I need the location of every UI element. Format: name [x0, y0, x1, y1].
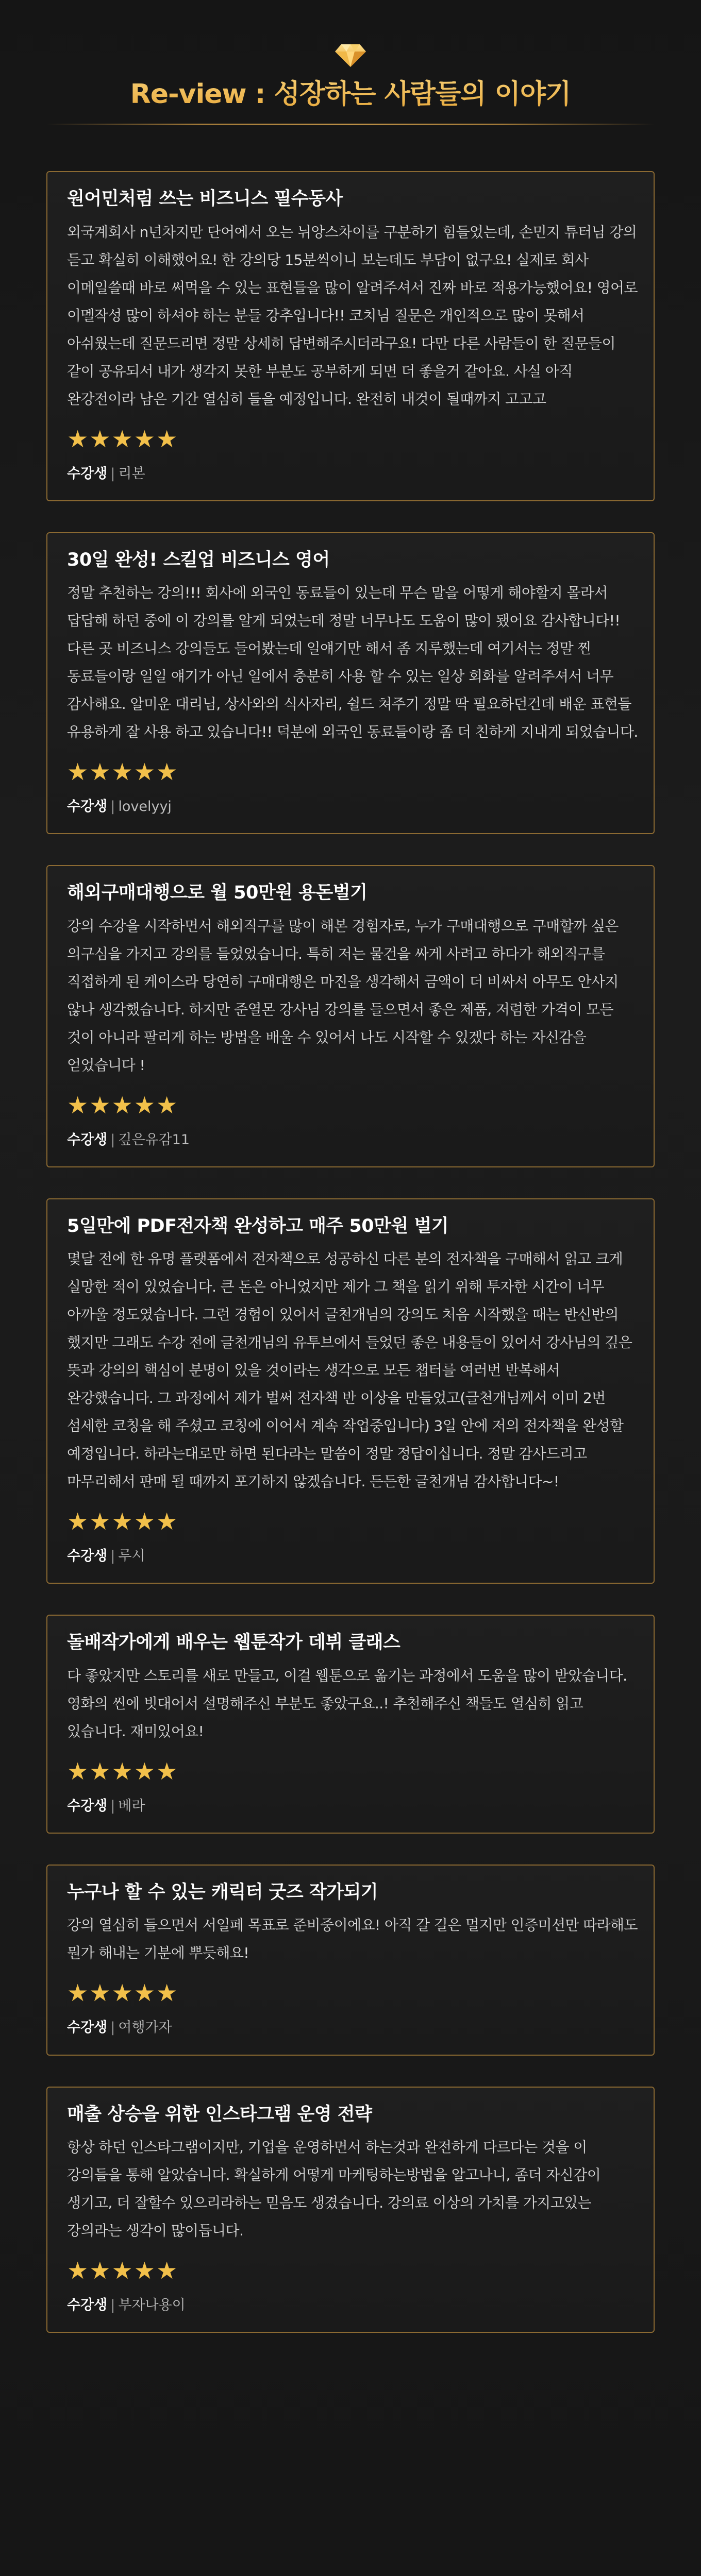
diamond-icon: [334, 43, 367, 68]
star-icon: ★: [89, 1757, 111, 1785]
author-name: 깊은유감11: [118, 1131, 190, 1148]
star-icon: ★: [133, 758, 155, 786]
review-text: 항상 하던 인스타그램이지만, 기업을 운영하면서 하는것과 완전하게 다르다는 것을 이 강의들을 통해 알았습니다. 확실하게 어떻게 마케팅하는방법을 알고나니, 좀더 자신감이 생기고, 더 잘할수 있으리라하는 믿음도 생겼습니다. 강의료 이상의 가치를 가지고있는 강의라는 생각이 많이듭니다.: [67, 2139, 601, 2240]
star-icon: ★: [111, 1757, 133, 1785]
author-separator: |: [110, 1798, 115, 1814]
author-name: 부자나용이: [118, 2297, 186, 2314]
review-text: 강의 열심히 들으면서 서일페 목표로 준비중이에요! 아직 갈 길은 멀지만 인증미션만 따라해도 뭔가 해내는 기분에 뿌듯해요!: [67, 1917, 638, 1962]
author-role: 수강생: [67, 799, 108, 815]
star-icon: ★: [89, 1507, 111, 1536]
review-text: 외국계회사 n년차지만 단어에서 오는 뉘앙스차이를 구분하기 힘들었는데, 손민지 튜터님 강의 듣고 확실히 이해했어요! 한 강의당 15분씩이니 보는데도 부담이 없구요! 실제로 회사 이메일쓸때 바로 써먹을 수 있는 표현들을 많이 알려주셔서 진짜 바로 적용가능했어요! 영어로 이멜작성 많이 하셔야 하는 분들 강추입니다!! 코치님 질문은 개인적으로 많이 못해서 아쉬웠는데 질문드리면 정말 상세히 답변해주시더라구요! 다만 다른 사람들이 한 질문들이 같이 공유되서 내가 생각지 못한 부분도 공부하게 되면 더 좋을거 같아요. 사실 아직 완강전이라 남은 기간 열심히 들을 예정입니다. 완전히 내것이 될때까지 고고고: [67, 223, 638, 408]
star-icon: ★: [156, 425, 178, 453]
review-card: [46, 171, 655, 501]
star-icon: ★: [67, 1507, 89, 1536]
star-icon: ★: [133, 2257, 155, 2285]
star-icon: ★: [111, 1091, 133, 1119]
author-role: 수강생: [67, 2020, 108, 2036]
star-icon: ★: [133, 1507, 155, 1536]
star-icon: ★: [133, 1091, 155, 1119]
star-icon: ★: [67, 425, 89, 453]
author-separator: |: [110, 465, 115, 482]
star-rating: [67, 426, 638, 452]
page-header: [0, 0, 701, 129]
star-icon: ★: [156, 1757, 178, 1785]
author-role: 수강생: [67, 1548, 108, 1565]
star-icon: ★: [111, 2257, 133, 2285]
author-separator: |: [110, 799, 115, 815]
review-course-title: 5일만에 PDF전자책 완성하고 매주 50만원 벌기: [67, 1215, 449, 1236]
review-text: 몇달 전에 한 유명 플랫폼에서 전자책으로 성공하신 다른 분의 전자책을 구매해서 읽고 크게 실망한 적이 있었습니다. 큰 돈은 아니었지만 제가 그 책을 읽기 위해 투자한 시간이 너무 아까울 정도였습니다. 그런 경험이 있어서 글천개님의 강의도 처음 시작했을 때는 반신반의 했지만 그래도 수강 전에 글천개님의 유투브에서 들었던 좋은 내용들이 있어서 강사님의 깊은 뜻과 강의의 핵심이 분명이 있을 것이라는 생각으로 모든 챕터를 여러번 반복해서 완강했습니다. 그 과정에서 제가 벌써 전자책 반 이상을 만들었고(글천개님께서 이미 2번 섬세한 코칭을 해 주셨고 코칭에 이어서 계속 작업중입니다) 3일 안에 저의 전자책을 완성할 예정입니다. 하라는대로만 하면 된다라는 말씀이 정말 정답이십니다. 정말 감사드리고 마무리해서 판매 될 때까지 포기하지 않겠습니다. 든든한 글천개님 감사합니다~!: [67, 1250, 632, 1490]
star-rating: [67, 1508, 638, 1535]
review-list: [46, 171, 655, 2364]
author-role: 수강생: [67, 1798, 108, 1814]
author-separator: |: [110, 1548, 115, 1565]
review-card: [46, 2087, 655, 2333]
star-icon: ★: [67, 758, 89, 786]
star-icon: ★: [111, 1507, 133, 1536]
star-icon: ★: [156, 2257, 178, 2285]
author-separator: |: [110, 2020, 115, 2036]
page-title: Re-view : 성장하는 사람들의 이야기: [0, 72, 701, 111]
review-course-title: 돌배작가에게 배우는 웹툰작가 데뷔 클래스: [67, 1632, 400, 1653]
author-name: lovelyyj: [118, 799, 172, 815]
author-name: 베라: [118, 1798, 145, 1814]
star-icon: ★: [89, 2257, 111, 2285]
star-icon: ★: [156, 1979, 178, 2007]
star-icon: ★: [133, 1979, 155, 2007]
star-icon: ★: [111, 425, 133, 453]
review-text: 정말 추천하는 강의!!! 회사에 외국인 동료들이 있는데 무슨 말을 어떻게 해야할지 몰라서 답답해 하던 중에 이 강의를 알게 되었는데 정말 너무나도 도움이 많이 됐어요 감사합니다!! 다른 곳 비즈니스 강의들도 들어봤는데 일얘기만 해서 좀 지루했는데 여기서는 정말 찐 동료들이랑 일일 얘기가 아닌 일에서 충분히 사용 할 수 있는 일상 회화를 알려주셔서 너무 감사해요. 알미운 대리님, 상사와의 식사자리, 쉴드 쳐주기 정말 딱 필요하던건데 배운 표현들 유용하게 잘 사용 하고 있습니다!! 덕분에 외국인 동료들이랑 좀 더 친하게 지내게 되었습니다.: [67, 584, 638, 741]
star-icon: ★: [67, 1979, 89, 2007]
star-icon: ★: [156, 1091, 178, 1119]
title-divider: [46, 124, 655, 125]
author-separator: |: [110, 1131, 115, 1148]
star-rating: [67, 1979, 638, 2006]
star-rating: [67, 1758, 638, 1785]
review-author: [67, 2019, 638, 2037]
review-text: 다 좋았지만 스토리를 새로 만들고, 이걸 웹툰으로 옮기는 과정에서 도움을 많이 받았습니다. 영화의 씬에 빗대어서 설명해주신 부분도 좋았구요..! 추천해주신 책들도 열심히 읽고 있습니다. 재미있어요!: [67, 1667, 627, 1740]
author-role: 수강생: [67, 1131, 108, 1148]
star-icon: ★: [67, 2257, 89, 2285]
author-role: 수강생: [67, 465, 108, 482]
star-icon: ★: [156, 758, 178, 786]
star-icon: ★: [89, 1979, 111, 2007]
author-name: 여행가자: [118, 2020, 172, 2036]
review-author: [67, 465, 638, 483]
review-author: [67, 2296, 638, 2314]
star-icon: ★: [111, 758, 133, 786]
review-author: [67, 1131, 638, 1149]
star-rating: [67, 1092, 638, 1118]
star-icon: ★: [89, 425, 111, 453]
review-course-title: 원어민처럼 쓰는 비즈니스 필수동사: [67, 189, 343, 209]
star-icon: ★: [133, 425, 155, 453]
star-icon: ★: [156, 1507, 178, 1536]
review-author: [67, 1797, 638, 1815]
star-icon: ★: [67, 1757, 89, 1785]
review-card: [46, 1865, 655, 2056]
star-icon: ★: [67, 1091, 89, 1119]
star-rating: [67, 758, 638, 785]
review-author: [67, 1547, 638, 1565]
author-name: 루시: [118, 1548, 145, 1565]
review-card: [46, 1198, 655, 1584]
review-course-title: 누구나 할 수 있는 캐릭터 굿즈 작가되기: [67, 1882, 378, 1903]
review-course-title: 해외구매대행으로 월 50만원 용돈벌기: [67, 883, 368, 904]
review-card: [46, 1615, 655, 1834]
review-author: [67, 798, 638, 816]
review-course-title: 매출 상승을 위한 인스타그램 운영 전략: [67, 2104, 372, 2125]
author-separator: |: [110, 2297, 115, 2314]
star-rating: [67, 2257, 638, 2284]
review-card: [46, 865, 655, 1167]
author-role: 수강생: [67, 2297, 108, 2314]
star-icon: ★: [89, 758, 111, 786]
star-icon: ★: [89, 1091, 111, 1119]
author-name: 리본: [118, 465, 145, 482]
review-text: 강의 수강을 시작하면서 해외직구를 많이 해본 경험자로, 누가 구매대행으로 구매할까 싶은 의구심을 가지고 강의를 들었었습니다. 특히 저는 물건을 싸게 사려고 하다가 해외직구를 직접하게 된 케이스라 당연히 구매대행은 마진을 생각해서 금액이 더 비싸서 아무도 안사지 않나 생각했습니다. 하지만 준열몬 강사님 강의를 들으면서 좋은 제품, 저렴한 가격이 모든 것이 아니라 팔리게 하는 방법을 배울 수 있어서 나도 시작할 수 있겠다 하는 자신감을 얻었습니다 !: [67, 917, 619, 1074]
star-icon: ★: [133, 1757, 155, 1785]
star-icon: ★: [111, 1979, 133, 2007]
review-card: [46, 532, 655, 835]
review-course-title: 30일 완성! 스킬업 비즈니스 영어: [67, 549, 330, 570]
